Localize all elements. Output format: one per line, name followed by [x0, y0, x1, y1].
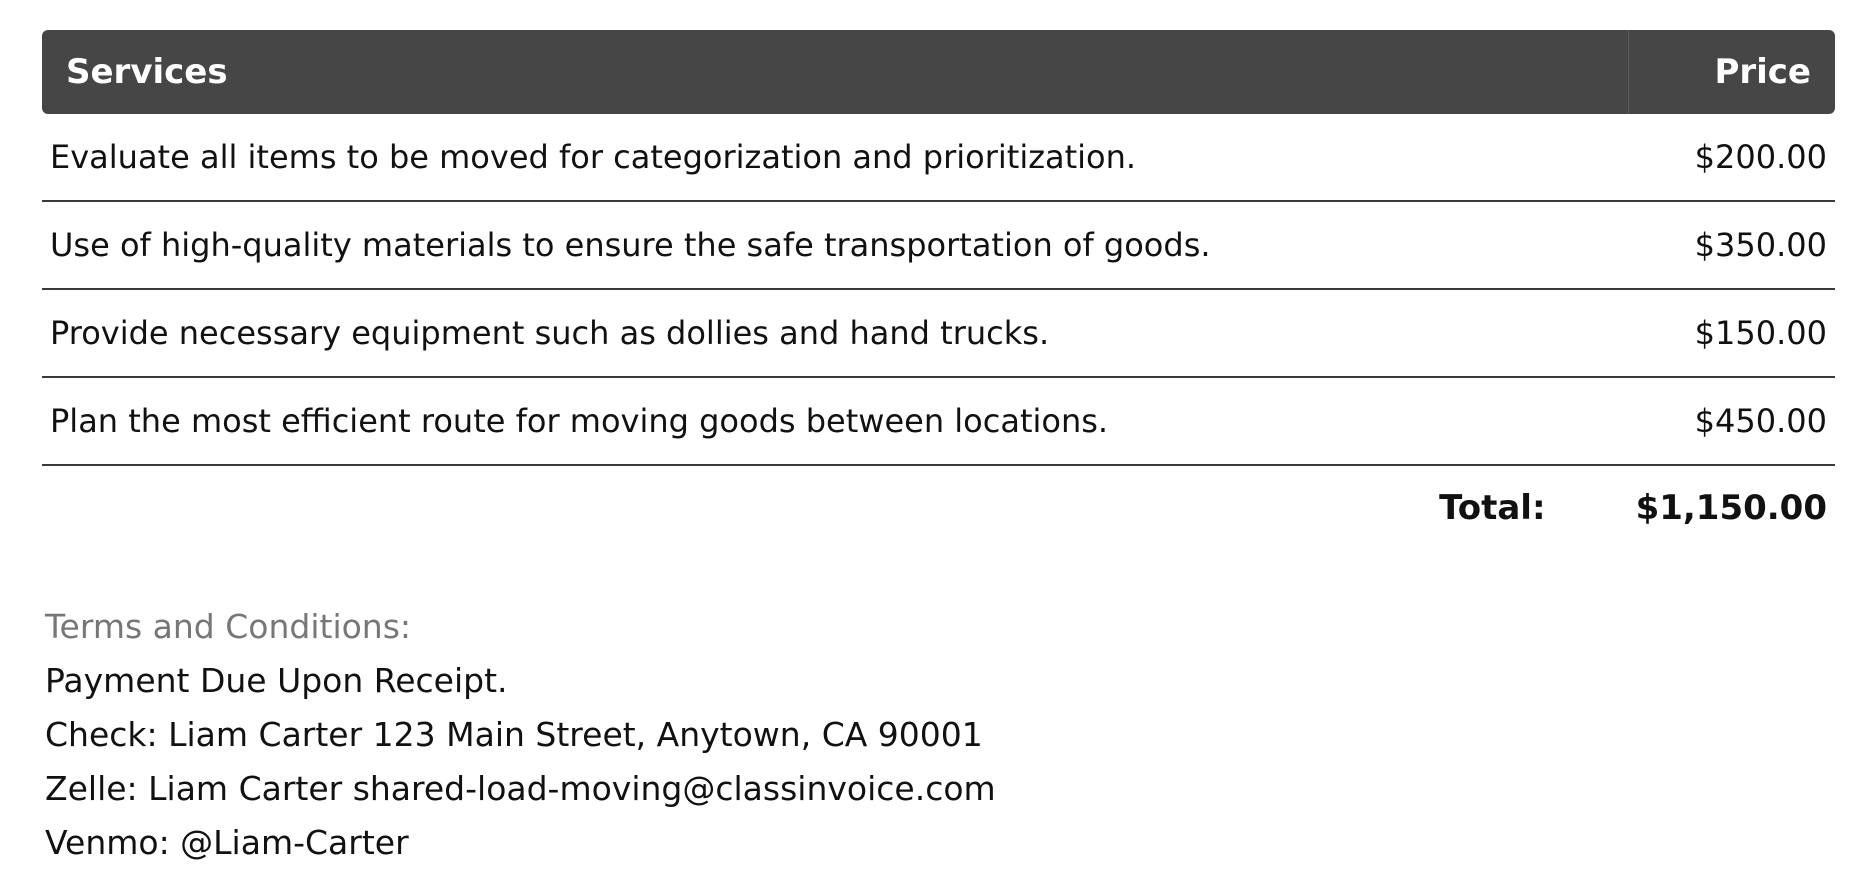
terms-line-venmo: Venmo: @Liam-Carter [45, 823, 409, 862]
terms-and-conditions [42, 600, 1835, 870]
total-row [42, 466, 1835, 550]
total-value: $1,150.00 [1635, 488, 1827, 528]
invoice-services-section [42, 30, 1835, 870]
service-description: Use of high-quality materials to ensure the safe transportation of goods. [42, 201, 1628, 289]
services-table [42, 30, 1835, 466]
service-price: $150.00 [1628, 289, 1835, 377]
total-label: Total: [1439, 488, 1546, 528]
terms-line-payment: Payment Due Upon Receipt. [45, 661, 508, 700]
terms-line-zelle: Zelle: Liam Carter shared-load-moving@classinvoice.com [45, 769, 996, 808]
service-price: $450.00 [1628, 377, 1835, 465]
table-row [42, 289, 1835, 377]
table-row [42, 201, 1835, 289]
terms-title: Terms and Conditions: [45, 607, 412, 646]
service-description: Provide necessary equipment such as dollies and hand trucks. [42, 289, 1628, 377]
service-description: Evaluate all items to be moved for categorization and prioritization. [42, 114, 1628, 201]
header-price: Price [1628, 30, 1835, 114]
service-price: $350.00 [1628, 201, 1835, 289]
terms-line-check: Check: Liam Carter 123 Main Street, Anytown, CA 90001 [45, 715, 983, 754]
service-price: $200.00 [1628, 114, 1835, 201]
table-row [42, 377, 1835, 465]
header-services: Services [42, 30, 1628, 114]
table-row [42, 114, 1835, 201]
table-header-row [42, 30, 1835, 114]
service-description: Plan the most efficient route for moving goods between locations. [42, 377, 1628, 465]
